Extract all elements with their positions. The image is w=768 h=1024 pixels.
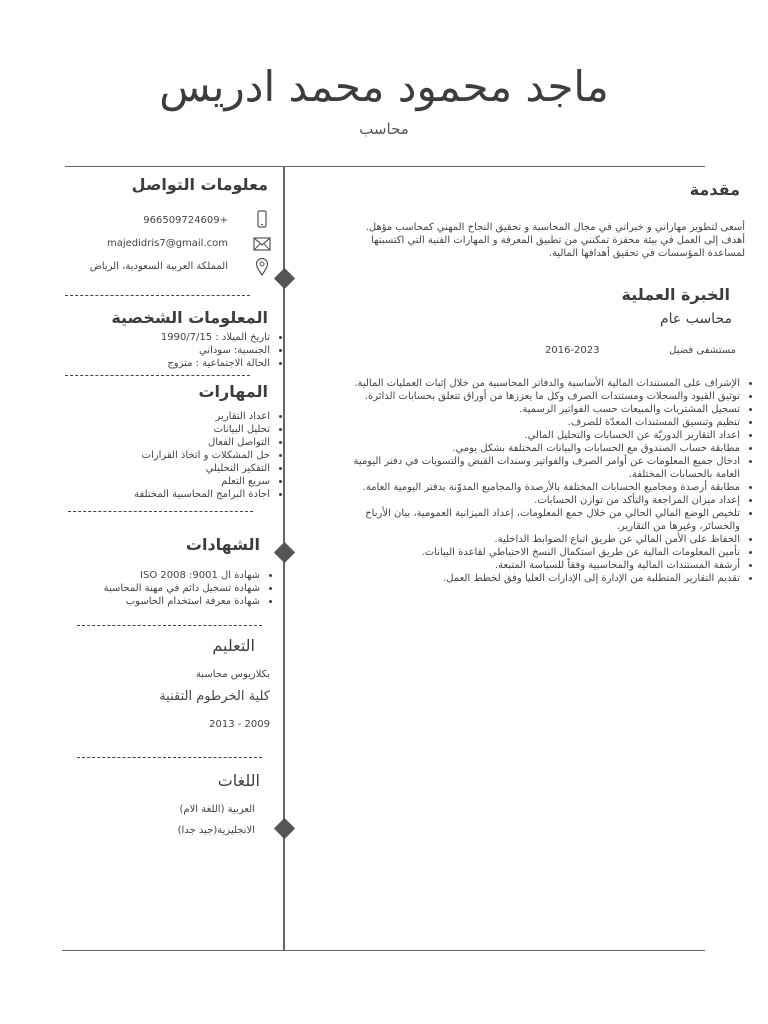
skills-title: المهارات	[198, 382, 268, 401]
timeline-diamond	[274, 268, 295, 289]
experience-title: الخبرة العملية	[621, 285, 730, 304]
company-name: مستشفى فضيل	[669, 345, 736, 356]
list-item: • مطابقة حساب الصندوق مع الحسابات والبيانات المختلفة بشكل يومي.	[345, 442, 740, 455]
list-item: • الإشراف على المستندات المالية الأساسية والدفاتر المحاسبية من خلال إثبات العمليات المالية.	[345, 377, 740, 390]
skills-list	[80, 410, 284, 501]
contact-title: معلومات التواصل	[131, 175, 268, 194]
timeline-diamond	[274, 542, 295, 563]
list-item: • الحفاظ على الأمن المالي عن طريق اتباع الضوابط الداخلية.	[345, 533, 740, 546]
language-item: الانجليزية(جيد جدا)	[177, 825, 255, 836]
candidate-role: محاسب	[359, 120, 409, 138]
language-item: العربية (اللغة الام)	[179, 804, 255, 815]
job-title: محاسب عام	[659, 311, 732, 327]
personal-info-list	[100, 331, 284, 370]
list-item: • حل المشكلات و اتخاذ القرارات	[80, 449, 270, 462]
list-item: • ادخال جميع المعلومات عن أوامر الصرف والفواتير وسندات القبض والتسويات في دفتر اليومية العامة بالحسابات المختلفة.	[345, 455, 740, 481]
list-item: • توثيق القيود والسجلات ومستندات الصرف وكل ما يعززها من أوراق تتعلق بحسابات الدائرة.	[345, 390, 740, 403]
candidate-name: ماجد محمود محمد ادريس	[159, 62, 609, 111]
experience-duties-list	[345, 377, 754, 585]
list-item: • شهادة ال 9001: ISO 2008	[70, 569, 260, 582]
list-item: • تاريخ الميلاد : 1990/7/15	[100, 331, 270, 344]
section-divider	[65, 295, 250, 296]
certificates-title: الشهادات	[185, 535, 260, 554]
list-item: • تحليل البيانات	[80, 423, 270, 436]
list-item: • شهادة تسجيل دائم في مهنة المحاسبة	[70, 582, 260, 595]
certificates-list	[70, 569, 274, 608]
list-item: • تأمين المعلومات المالية عن طريق استكمال النسخ الاحتياطي لقاعدة البيانات.	[345, 546, 740, 559]
list-item: • التفكير التحليلي	[80, 462, 270, 475]
list-item: • تلخيص الوضع المالي الحالي من خلال جمع المعلومات، إعداد الميزانية العمومية، بيان الأرباح والخسائر، وغيرها من التقارير.	[345, 507, 740, 533]
location-pin-icon	[255, 258, 269, 276]
list-item: • مطابقة أرصدة ومجاميع الحسابات المختلفة بالأرصدة والمجاميع المدوّنة بدفتر اليومية العامة.	[345, 481, 740, 494]
section-divider	[77, 625, 262, 626]
top-divider	[65, 166, 705, 167]
list-item: • اعداد التقارير الدوريّة عن الحسابات والتحليل المالي.	[345, 429, 740, 442]
degree-name: بكلاريوس محاسبة	[195, 669, 270, 680]
list-item: • تقديم التقارير المتطلبة من الإدارة إلى الإدارات العليا وفق لخطط العمل.	[345, 572, 740, 585]
list-item: • اعداد التقارير	[80, 410, 270, 423]
school-name: كلية الخرطوم التقنية	[159, 689, 270, 704]
section-divider	[65, 375, 250, 376]
list-item: • اجادة البرامج المحاسبية المختلفة	[80, 488, 270, 501]
intro-title: مقدمة	[689, 180, 740, 199]
experience-years: 2016-2023	[545, 345, 600, 356]
list-item: • أرشفة المستندات المالية والمحاسبية وفقاً للسياسة المتبعة.	[345, 559, 740, 572]
education-title: التعليم	[212, 636, 255, 655]
list-item: • شهادة معرفة استخدام الحاسوب	[70, 595, 260, 608]
personal-info-title: المعلومات الشخصية	[111, 308, 268, 327]
timeline-diamond	[274, 818, 295, 839]
mail-icon	[253, 237, 271, 251]
phone-icon	[255, 210, 269, 228]
list-item: • التواصل الفعال	[80, 436, 270, 449]
intro-line: أهدف إلى العمل في بيئة محفزة تمكنني من تطبيق المعرفة و المهارات الفنية التي اكتسبتها	[371, 235, 745, 246]
list-item: • تسجيل المشتريات والمبيعات حسب الفواتير الرسمية.	[345, 403, 740, 416]
location-text: المملكة العربية السعودية، الرياض	[89, 261, 228, 272]
section-divider	[77, 757, 262, 758]
intro-line: أسعى لتطوير مهاراتي و خبراتي في مجال المحاسبة و تحقيق النجاح المهني كمحاسب مؤهل.	[365, 222, 745, 233]
education-years: 2009 - 2013	[209, 719, 270, 730]
list-item: • سريع التعلم	[80, 475, 270, 488]
intro-line: لمساعدة المؤسسات في تحقيق أهدافها المالية.	[548, 248, 745, 259]
list-item: • إعداد ميزان المراجعة والتأكد من توازن الحسابات.	[345, 494, 740, 507]
languages-title: اللغات	[217, 771, 260, 790]
intro-text	[330, 221, 745, 260]
phone-number: +966509724609	[143, 215, 228, 226]
list-item: • الجنسية: سوداني	[100, 344, 270, 357]
list-item: • تنظيم وتنسيق المستندات المعدّة للصرف.	[345, 416, 740, 429]
email-address[interactable]: majedidris7@gmail.com	[106, 238, 228, 249]
bottom-divider	[62, 950, 705, 951]
list-item: • الحالة الاجتماعية : متزوج	[100, 357, 270, 370]
section-divider	[68, 511, 253, 512]
